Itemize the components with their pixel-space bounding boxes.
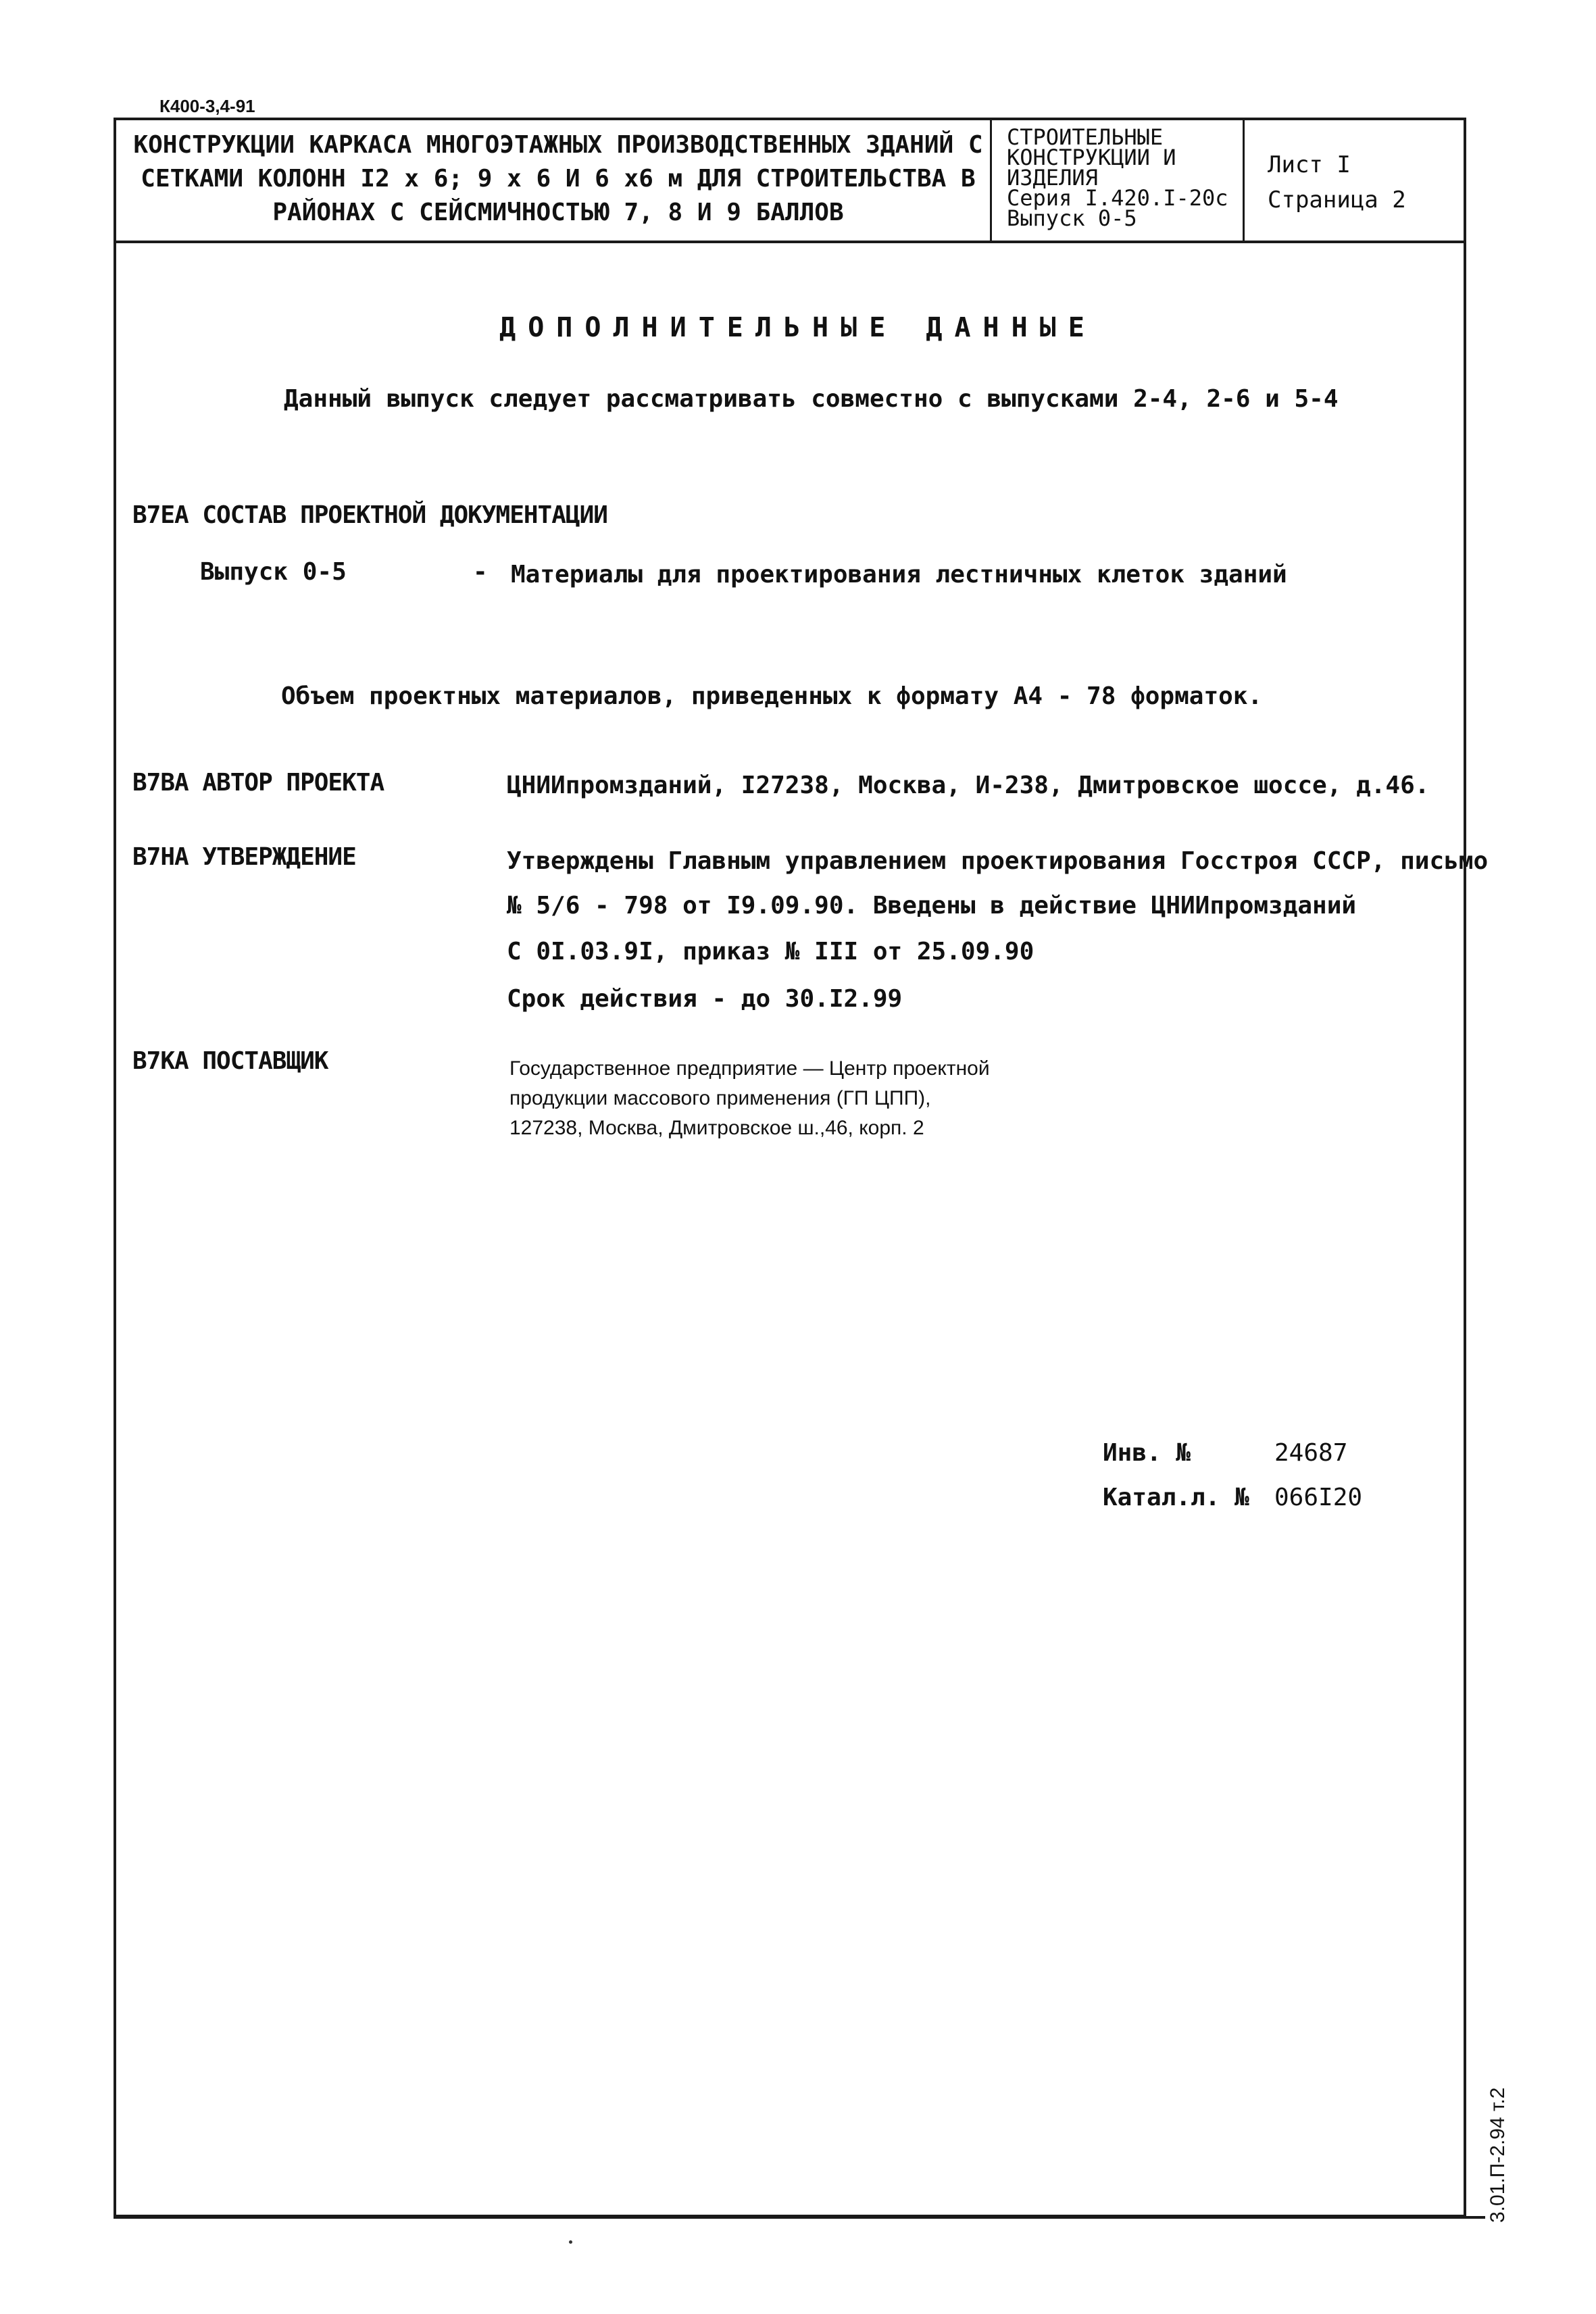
title-block — [114, 118, 1465, 243]
title-line: РАЙОНАХ С СЕЙСМИЧНОСТЬЮ 7, 8 И 9 БАЛЛОВ — [272, 199, 844, 226]
page-number: Страница 2 — [1268, 186, 1406, 213]
issue-description: Материалы для проектирования лестничных клеток зданий — [511, 561, 1287, 588]
document-title — [132, 128, 984, 230]
issue-number: Выпуск 0-5 — [1007, 205, 1137, 231]
series-cell — [992, 118, 1245, 241]
scan-speck — [569, 2240, 572, 2244]
series-number: Серия I.420.I-20с — [1007, 185, 1228, 211]
supplier-line: продукции массового применения (ГП ЦПП), — [509, 1087, 931, 1109]
sheet-number: Лист I — [1268, 151, 1351, 178]
issue-label: Выпуск 0-5 — [200, 558, 347, 586]
series-info — [1007, 124, 1228, 231]
sheet-cell — [1245, 118, 1465, 241]
volume-text: Объем проектных материалов, приведенных к формату А4 - 78 форматок. — [281, 682, 1263, 710]
stamp-text: 3.01.П-2.94 т.2 — [1487, 2087, 1509, 2223]
title-line: КОНСТРУКЦИИ КАРКАСА МНОГОЭТАЖНЫХ ПРОИЗВОДСТВЕННЫХ ЗДАНИЙ С — [133, 131, 983, 159]
inventory-label: Инв. № — [1103, 1439, 1191, 1467]
section-heading: ДОПОЛНИТЕЛЬНЫЕ ДАННЫЕ — [499, 312, 1097, 343]
series-line: КОНСТРУКЦИИ И — [1007, 145, 1176, 170]
supplier-label: В7КА ПОСТАВЩИК — [132, 1047, 328, 1075]
side-stamp — [1487, 2061, 1527, 2223]
title-cell — [114, 118, 992, 241]
inventory-value: 24687 — [1274, 1439, 1348, 1467]
intro-text: Данный выпуск следует рассматривать совместно с выпусками 2-4, 2-6 и 5-4 — [284, 385, 1339, 413]
author-value: ЦНИИпромзданий, I27238, Москва, И-238, Дмитровское шоссе, д.46. — [507, 772, 1430, 799]
approval-line: С 0I.03.9I, приказ № III от 25.09.90 — [507, 938, 1034, 965]
approval-label: В7НА УТВЕРЖДЕНИЕ — [132, 843, 356, 871]
series-line: СТРОИТЕЛЬНЫЕ — [1007, 124, 1164, 150]
author-label: В7ВА АВТОР ПРОЕКТА — [132, 769, 384, 797]
page-frame — [114, 118, 1465, 2217]
issue-dash: - — [473, 558, 488, 586]
catalog-label: Катал.л. № — [1103, 1484, 1249, 1511]
supplier-line: 127238, Москва, Дмитровское ш.,46, корп. 2 — [509, 1117, 924, 1139]
series-line: ИЗДЕЛИЯ — [1007, 165, 1098, 191]
composition-label: В7ЕА СОСТАВ ПРОЕКТНОЙ ДОКУМЕНТАЦИИ — [132, 501, 607, 529]
document-code: К400-3,4-91 — [159, 96, 255, 116]
validity-line: Срок действия - до 30.I2.99 — [507, 985, 903, 1013]
approval-line: Утверждены Главным управлением проектирования Госстроя СССР, письмо — [507, 847, 1489, 875]
frame-bottom-edge — [114, 2216, 1485, 2219]
supplier-address — [509, 1054, 990, 1143]
frame-right-edge — [1464, 118, 1466, 2217]
title-line: СЕТКАМИ КОЛОНН I2 x 6; 9 x 6 И 6 x6 м ДЛЯ СТРОИТЕЛЬСТВА В — [141, 165, 976, 193]
catalog-value: 066I20 — [1274, 1484, 1363, 1511]
approval-line: № 5/6 - 798 от I9.09.90. Введены в действие ЦНИИпромзданий — [507, 892, 1357, 920]
sheet-info — [1268, 147, 1406, 218]
supplier-line: Государственное предприятие — Центр проектной — [509, 1057, 990, 1080]
